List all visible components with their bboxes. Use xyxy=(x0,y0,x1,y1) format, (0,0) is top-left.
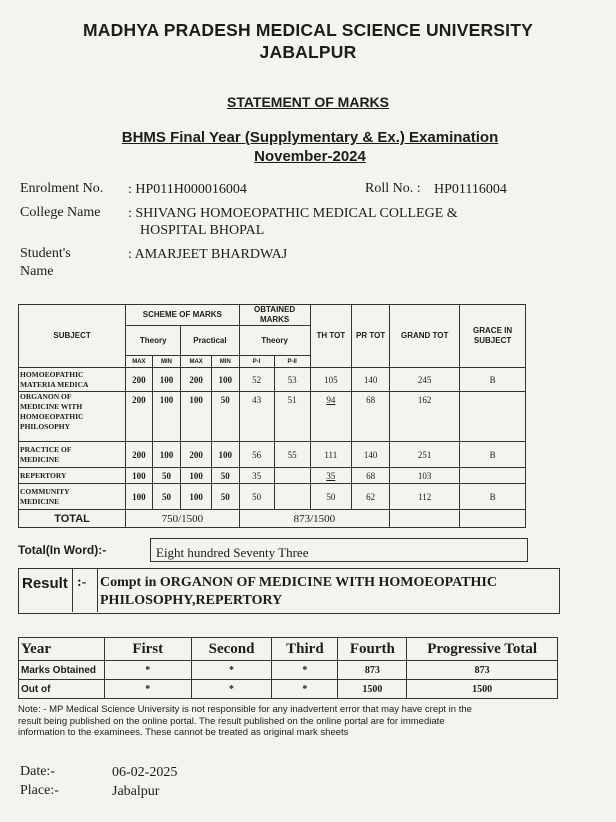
date-value: 06-02-2025 xyxy=(112,765,178,780)
summary-cell: * xyxy=(104,680,191,699)
th-tot: 111 xyxy=(310,442,351,468)
enrolment-label: Enrolment No. xyxy=(20,181,104,196)
obtained-p2 xyxy=(274,468,310,484)
subject-name xyxy=(19,368,126,392)
summary-row-label: Out of xyxy=(19,680,105,699)
practical-min: 50 xyxy=(212,392,240,442)
grace: B xyxy=(460,484,526,510)
marks-table xyxy=(18,304,526,528)
summary-cell: * xyxy=(191,661,272,680)
header-th-min: MIN xyxy=(152,356,181,368)
header-th-tot: TH TOT xyxy=(310,305,351,368)
header-theory-obtained: Theory xyxy=(239,326,310,356)
summary-header-row xyxy=(19,638,558,661)
student-name-value: : AMARJEET BHARDWAJ xyxy=(128,247,288,262)
summary-cell: * xyxy=(191,680,272,699)
practical-max: 100 xyxy=(181,392,212,442)
theory-max: 100 xyxy=(126,468,153,484)
summary-cell: * xyxy=(272,661,338,680)
summary-row-marks-obtained xyxy=(19,661,558,680)
header-p1: P-I xyxy=(239,356,274,368)
grand-tot: 245 xyxy=(390,368,460,392)
subject-name xyxy=(19,442,126,468)
result-line1: Compt in ORGANON OF MEDICINE WITH HOMOEOPATHIC xyxy=(100,575,497,590)
header-scheme: SCHEME OF MARKS xyxy=(126,305,239,326)
obtained-p2: 55 xyxy=(274,442,310,468)
grand-tot: 251 xyxy=(390,442,460,468)
practical-min: 50 xyxy=(212,468,240,484)
pr-tot: 62 xyxy=(352,484,390,510)
header-grace xyxy=(460,305,526,368)
exam-title xyxy=(40,128,580,166)
practical-min: 50 xyxy=(212,484,240,510)
header-grace-line1: GRACE IN xyxy=(473,326,513,335)
subject-name xyxy=(19,468,126,484)
subject-name-line: REPERTORY xyxy=(20,470,67,480)
year-summary-table xyxy=(18,637,558,699)
header-subject: SUBJECT xyxy=(19,305,126,368)
theory-min: 50 xyxy=(152,468,181,484)
subject-name-line: HOMOEOPATHIC xyxy=(20,412,84,421)
pr-tot: 68 xyxy=(352,392,390,442)
note-line: result being published on the online portal. The result published on the online portal are for immediate xyxy=(18,715,445,727)
total-grand-empty xyxy=(390,510,460,528)
obtained-p1: 52 xyxy=(239,368,274,392)
grand-tot: 103 xyxy=(390,468,460,484)
disclaimer-note xyxy=(18,704,558,739)
practical-max: 100 xyxy=(181,468,212,484)
table-row xyxy=(19,368,526,392)
header-practical: Practical xyxy=(181,326,239,356)
obtained-p2: 51 xyxy=(274,392,310,442)
practical-min: 100 xyxy=(212,442,240,468)
summary-header-fourth: Fourth xyxy=(338,638,407,661)
pr-tot: 140 xyxy=(352,442,390,468)
summary-cell: * xyxy=(272,680,338,699)
theory-max: 200 xyxy=(126,368,153,392)
grace xyxy=(460,392,526,442)
roll-value: HP01116004 xyxy=(434,182,507,197)
header-pr-max: MAX xyxy=(181,356,212,368)
th-tot: 105 xyxy=(310,368,351,392)
practical-max: 200 xyxy=(181,442,212,468)
table-row xyxy=(19,392,526,442)
date-label: Date:- xyxy=(20,764,55,779)
summary-header-second: Second xyxy=(191,638,272,661)
subject-name xyxy=(19,392,126,442)
header-grace-line2: SUBJECT xyxy=(473,336,512,345)
summary-header-progressive: Progressive Total xyxy=(407,638,558,661)
obtained-p1: 43 xyxy=(239,392,274,442)
th-tot: 94 xyxy=(310,392,351,442)
header-grand-tot: GRAND TOT xyxy=(390,305,460,368)
summary-header-year: Year xyxy=(19,638,105,661)
subject-name-line: MEDICINE xyxy=(20,454,60,464)
summary-cell: 1500 xyxy=(338,680,407,699)
summary-row-out-of xyxy=(19,680,558,699)
theory-max: 100 xyxy=(126,484,153,510)
college-label: College Name xyxy=(20,205,101,220)
summary-cell: 873 xyxy=(338,661,407,680)
summary-cell: * xyxy=(104,661,191,680)
grace xyxy=(460,468,526,484)
subject-name-line: MEDICINE xyxy=(20,496,60,506)
total-label: TOTAL xyxy=(19,510,126,528)
obtained-p2: 53 xyxy=(274,368,310,392)
result-label: Result xyxy=(22,575,68,592)
obtained-p2 xyxy=(274,484,310,510)
total-in-word-value: Eight hundred Seventy Three xyxy=(156,545,309,560)
obtained-p1: 50 xyxy=(239,484,274,510)
theory-max: 200 xyxy=(126,442,153,468)
document-title: STATEMENT OF MARKS xyxy=(226,94,390,110)
th-tot: 50 xyxy=(310,484,351,510)
note-line: Note: - MP Medical Science University is not responsible for any inadvertent error that may have crept in the xyxy=(18,704,472,715)
exam-title-line1: BHMS Final Year (Supplymentary & Ex.) Examination xyxy=(121,129,499,146)
theory-max: 200 xyxy=(126,392,153,442)
header-pr-min: MIN xyxy=(212,356,240,368)
pr-tot: 68 xyxy=(352,468,390,484)
result-separator: :- xyxy=(77,575,87,590)
grace: B xyxy=(460,368,526,392)
summary-header-first: First xyxy=(104,638,191,661)
table-row xyxy=(19,468,526,484)
obtained-p1: 56 xyxy=(239,442,274,468)
summary-row-label: Marks Obtained xyxy=(19,661,105,680)
theory-min: 100 xyxy=(152,442,181,468)
th-tot: 35 xyxy=(310,468,351,484)
note-line: information to the examinees. These cannot be treated as original mark sheets xyxy=(18,727,349,738)
practical-max: 200 xyxy=(181,368,212,392)
table-row xyxy=(19,484,526,510)
table-row xyxy=(19,442,526,468)
practical-max: 100 xyxy=(181,484,212,510)
place-label: Place:- xyxy=(20,783,59,798)
summary-header-third: Third xyxy=(272,638,338,661)
subject-name-line: PRACTICE OF xyxy=(20,444,72,454)
total-grace-empty xyxy=(460,510,526,528)
student-name-label-2: Name xyxy=(20,264,54,279)
university-city: JABALPUR xyxy=(259,42,357,62)
college-line1: : SHIVANG HOMOEOPATHIC MEDICAL COLLEGE & xyxy=(128,206,458,221)
header-obtained: OBTAINED MARKS xyxy=(239,305,310,326)
total-in-word-label: Total(In Word):- xyxy=(18,543,107,557)
subject-name-line: HOMOEOPATHIC xyxy=(20,369,84,379)
enrolment-value: : HP011H000016004 xyxy=(128,182,247,197)
theory-min: 100 xyxy=(152,392,181,442)
subject-name-line: ORGANON OF xyxy=(20,392,72,401)
subject-name xyxy=(19,484,126,510)
grand-tot: 112 xyxy=(390,484,460,510)
practical-min: 100 xyxy=(212,368,240,392)
header-pr-tot: PR TOT xyxy=(352,305,390,368)
subject-name-line: PHILOSOPHY xyxy=(20,422,71,431)
header-th-max: MAX xyxy=(126,356,153,368)
pr-tot: 140 xyxy=(352,368,390,392)
university-name: MADHYA PRADESH MEDICAL SCIENCE UNIVERSITY xyxy=(83,20,533,40)
roll-label: Roll No. : xyxy=(365,181,421,196)
grace: B xyxy=(460,442,526,468)
theory-min: 50 xyxy=(152,484,181,510)
college-line2: HOSPITAL BHOPAL xyxy=(140,223,265,238)
place-value: Jabalpur xyxy=(112,784,160,799)
subject-name-line: MEDICINE WITH xyxy=(20,402,83,411)
header-theory: Theory xyxy=(126,326,181,356)
total-max-marks: 750/1500 xyxy=(126,510,239,528)
theory-min: 100 xyxy=(152,368,181,392)
summary-cell: 873 xyxy=(407,661,558,680)
result-line2: PHILOSOPHY,REPERTORY xyxy=(100,593,283,608)
obtained-p1: 35 xyxy=(239,468,274,484)
summary-cell: 1500 xyxy=(407,680,558,699)
total-row xyxy=(19,510,526,528)
exam-session: November-2024 xyxy=(254,148,366,165)
subject-name-line: MATERIA MEDICA xyxy=(20,379,89,389)
total-obtained-marks: 873/1500 xyxy=(239,510,390,528)
subject-name-line: COMMUNITY xyxy=(20,486,70,496)
grand-tot: 162 xyxy=(390,392,460,442)
header-p2: P-II xyxy=(274,356,310,368)
student-name-label-1: Student's xyxy=(20,246,71,261)
